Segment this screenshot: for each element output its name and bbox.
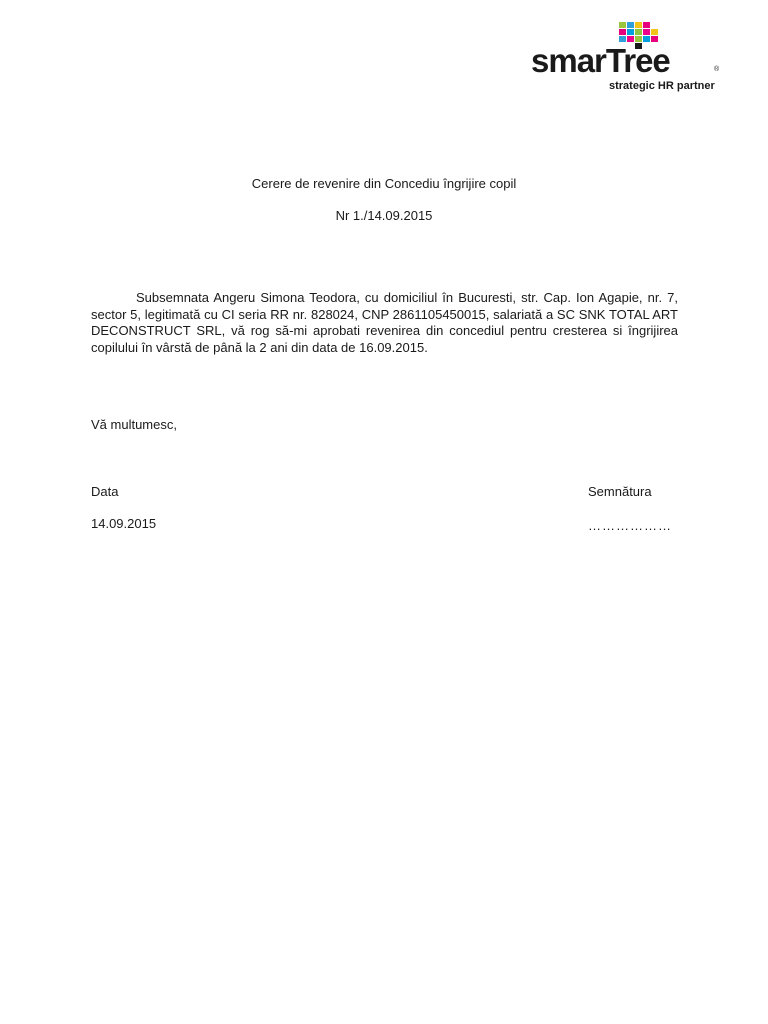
logo-wordmark: smarTree (531, 42, 670, 79)
request-body-paragraph: Subsemnata Angeru Simona Teodora, cu domiciliul în Bucuresti, str. Cap. Ion Agapie, nr. 7, sector 5, legitimată cu CI seria RR nr. 828024, CNP 2861105450015, salariată a SC SNK TOTAL ART DECONSTRUCT SRL, vă rog să-mi aprobati revenirea din concediul pentru cresterea si îngrijirea copilului în vârstă de până la 2 ani din data de 16.09.2015. (91, 290, 678, 355)
document-number: Nr 1./14.09.2015 (335, 208, 433, 223)
company-logo (531, 22, 731, 94)
closing-line: Vă multumesc, (91, 417, 177, 432)
logo-tagline: strategic HR partner (609, 80, 715, 92)
date-value: 14.09.2015 (91, 516, 157, 531)
date-label: Data (91, 484, 119, 499)
logo-registered-mark: ® (714, 66, 720, 73)
signature-label: Semnătura (588, 484, 652, 499)
document-title: Cerere de revenire din Concediu îngrijire copil (251, 176, 517, 191)
signature-line: ……………… (588, 518, 672, 533)
